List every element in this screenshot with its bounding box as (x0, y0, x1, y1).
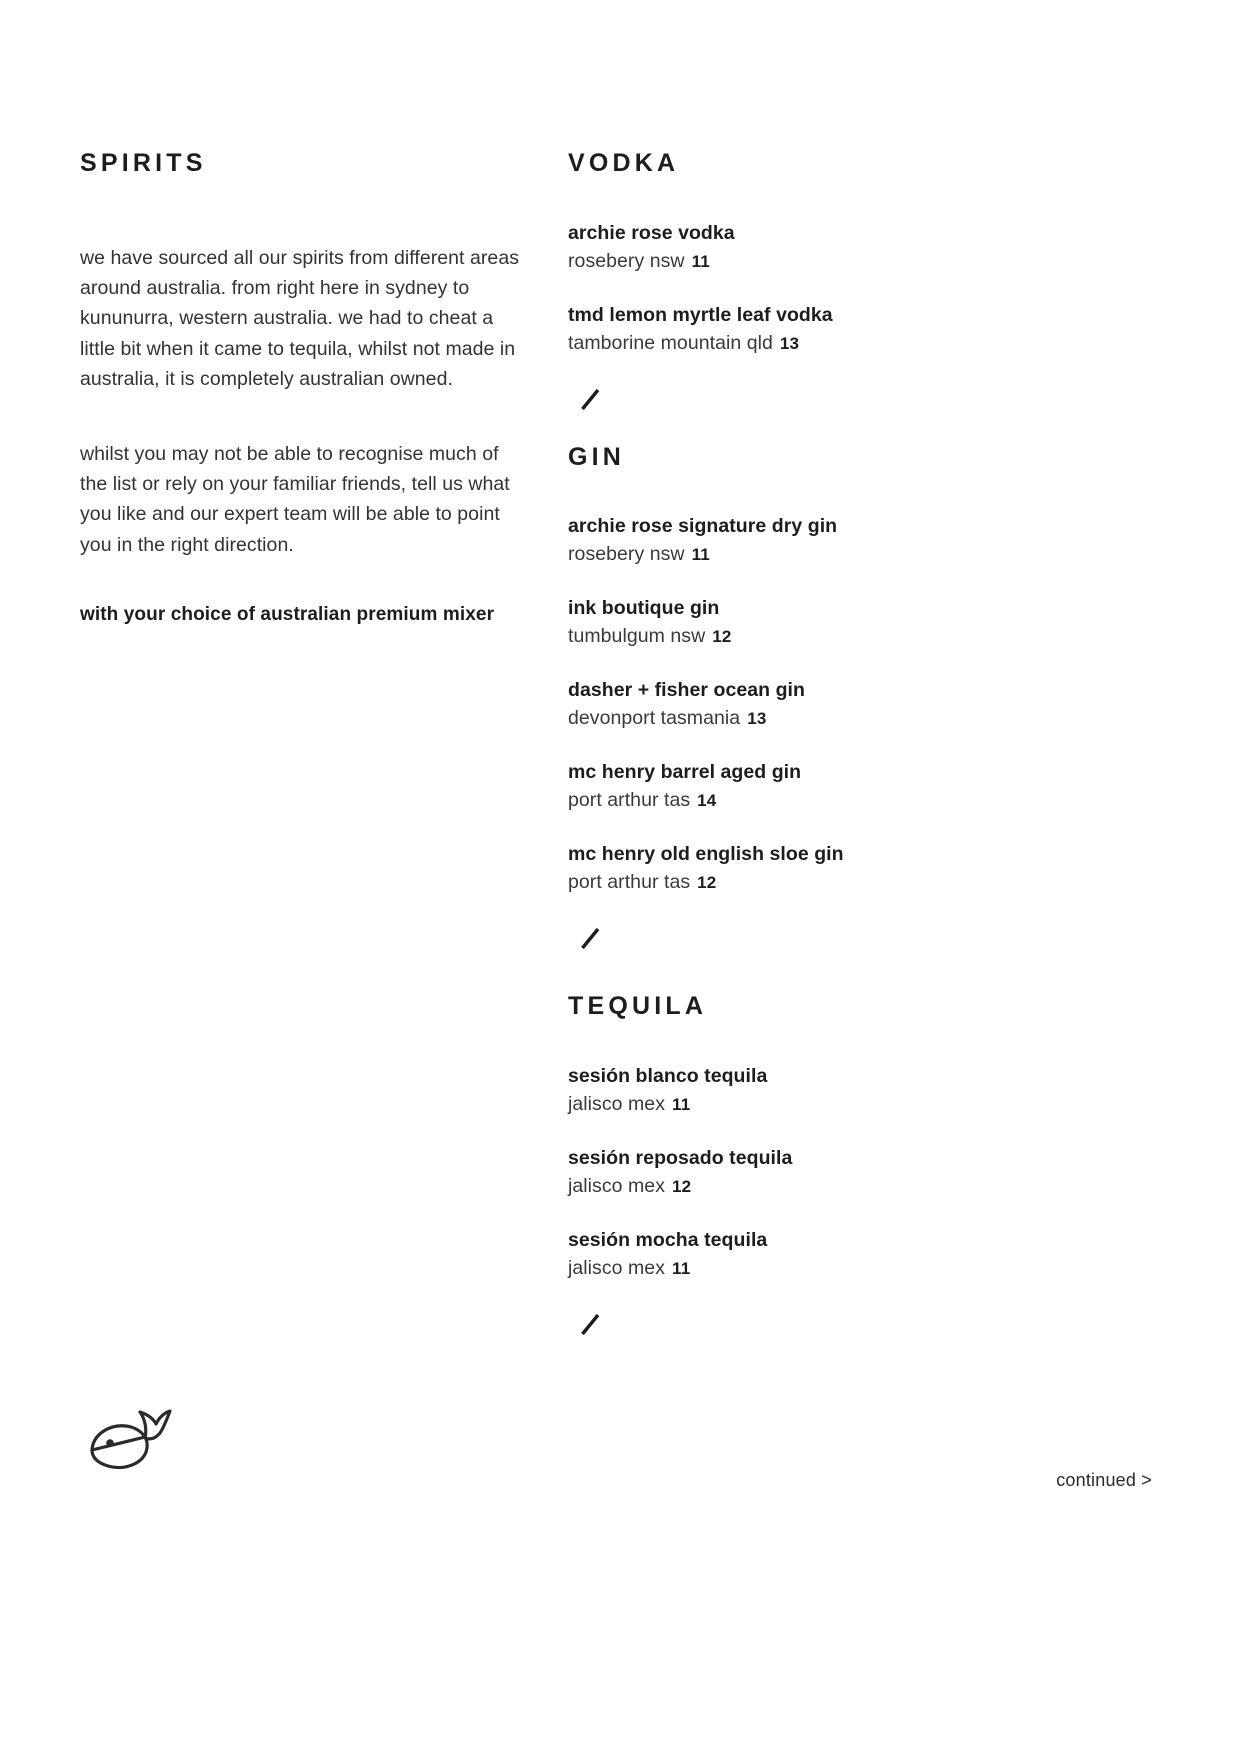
drink-price: 11 (691, 251, 710, 271)
section-divider (568, 1283, 988, 1369)
fish-logo (84, 1398, 192, 1484)
list-item[interactable] (568, 302, 988, 358)
drink-price: 11 (691, 545, 710, 564)
drink-region: tumbulgum nsw (568, 625, 706, 647)
drink-name: mc henry old english sloe gin (568, 843, 844, 865)
drink-name: mc henry barrel aged gin (568, 761, 802, 783)
drink-region: jalisco mex (568, 1092, 665, 1115)
drink-meta (568, 329, 988, 358)
list-item[interactable] (568, 1063, 988, 1119)
drink-name: ink boutique gin (568, 597, 720, 619)
drink-name: dasher + fisher ocean gin (568, 679, 805, 701)
continued-label: continued > (1056, 1470, 1152, 1490)
drink-price: 12 (712, 627, 732, 646)
page-title: SPIRITS (80, 149, 207, 177)
section-divider (568, 358, 988, 444)
drink-name: tmd lemon myrtle leaf vodka (568, 303, 833, 326)
drink-meta (568, 622, 988, 651)
slash-icon (580, 1313, 601, 1336)
intro-paragraph-2: whilst you may not be able to recognise much of the list or rely on your familiar friends, tell us what you like and our expert team will be able to point you in the right direction. (80, 442, 510, 556)
drink-meta (568, 540, 988, 569)
drink-region: port arthur tas (568, 789, 691, 811)
section-tequila (568, 993, 988, 1283)
drink-price: 12 (672, 1176, 692, 1196)
drink-name: archie rose signature dry gin (568, 515, 838, 537)
drink-meta (568, 868, 988, 897)
drink-meta (568, 786, 988, 815)
list-item[interactable] (568, 513, 988, 569)
drink-meta (568, 1172, 988, 1201)
drink-region: tamborine mountain qld (568, 331, 773, 354)
drink-price: 13 (779, 333, 800, 353)
section-heading-vodka: VODKA (568, 149, 680, 177)
list-item[interactable] (568, 1145, 988, 1201)
mixer-note: with your choice of australian premium mixer (80, 604, 495, 626)
drink-price: 11 (672, 1258, 691, 1278)
drink-region: port arthur tas (568, 871, 691, 893)
list-item[interactable] (568, 759, 988, 815)
drink-price: 11 (672, 1094, 691, 1114)
intro-paragraph-1: we have sourced all our spirits from different areas around australia. from right here in sydney to kununurra, western australia. we had to cheat a little bit when it came to tequila, whilst not made in australia, it is completely australian owned. (80, 246, 520, 391)
spirits-intro-column (80, 150, 520, 626)
drink-region: devonport tasmania (568, 707, 741, 729)
drink-list-tequila (568, 1063, 988, 1283)
drink-region: jalisco mex (568, 1174, 665, 1197)
drink-name: archie rose vodka (568, 221, 735, 244)
list-item[interactable] (568, 677, 988, 733)
drink-price: 12 (697, 873, 717, 892)
drink-price: 14 (697, 791, 717, 810)
section-heading-tequila: TEQUILA (568, 992, 708, 1020)
drink-meta (568, 704, 988, 733)
list-item[interactable] (568, 841, 988, 897)
drink-name: sesión reposado tequila (568, 1146, 793, 1169)
drink-list-gin (568, 513, 988, 897)
section-vodka (568, 150, 988, 358)
list-item[interactable] (568, 595, 988, 651)
slash-icon (580, 927, 601, 950)
drink-list-vodka (568, 220, 988, 358)
drink-meta (568, 1254, 988, 1283)
drink-region: rosebery nsw (568, 249, 685, 272)
drink-price: 13 (747, 709, 767, 728)
drink-name: sesión mocha tequila (568, 1228, 768, 1251)
drink-region: jalisco mex (568, 1256, 665, 1279)
drinks-column (568, 150, 988, 1369)
list-item[interactable] (568, 220, 988, 276)
section-divider (568, 897, 988, 993)
drink-region: rosebery nsw (568, 543, 685, 565)
section-gin (568, 444, 988, 898)
slash-icon (580, 388, 601, 411)
drink-name: sesión blanco tequila (568, 1064, 768, 1087)
drink-meta (568, 247, 988, 276)
section-heading-gin: GIN (568, 442, 626, 471)
drink-meta (568, 1090, 988, 1119)
list-item[interactable] (568, 1227, 988, 1283)
